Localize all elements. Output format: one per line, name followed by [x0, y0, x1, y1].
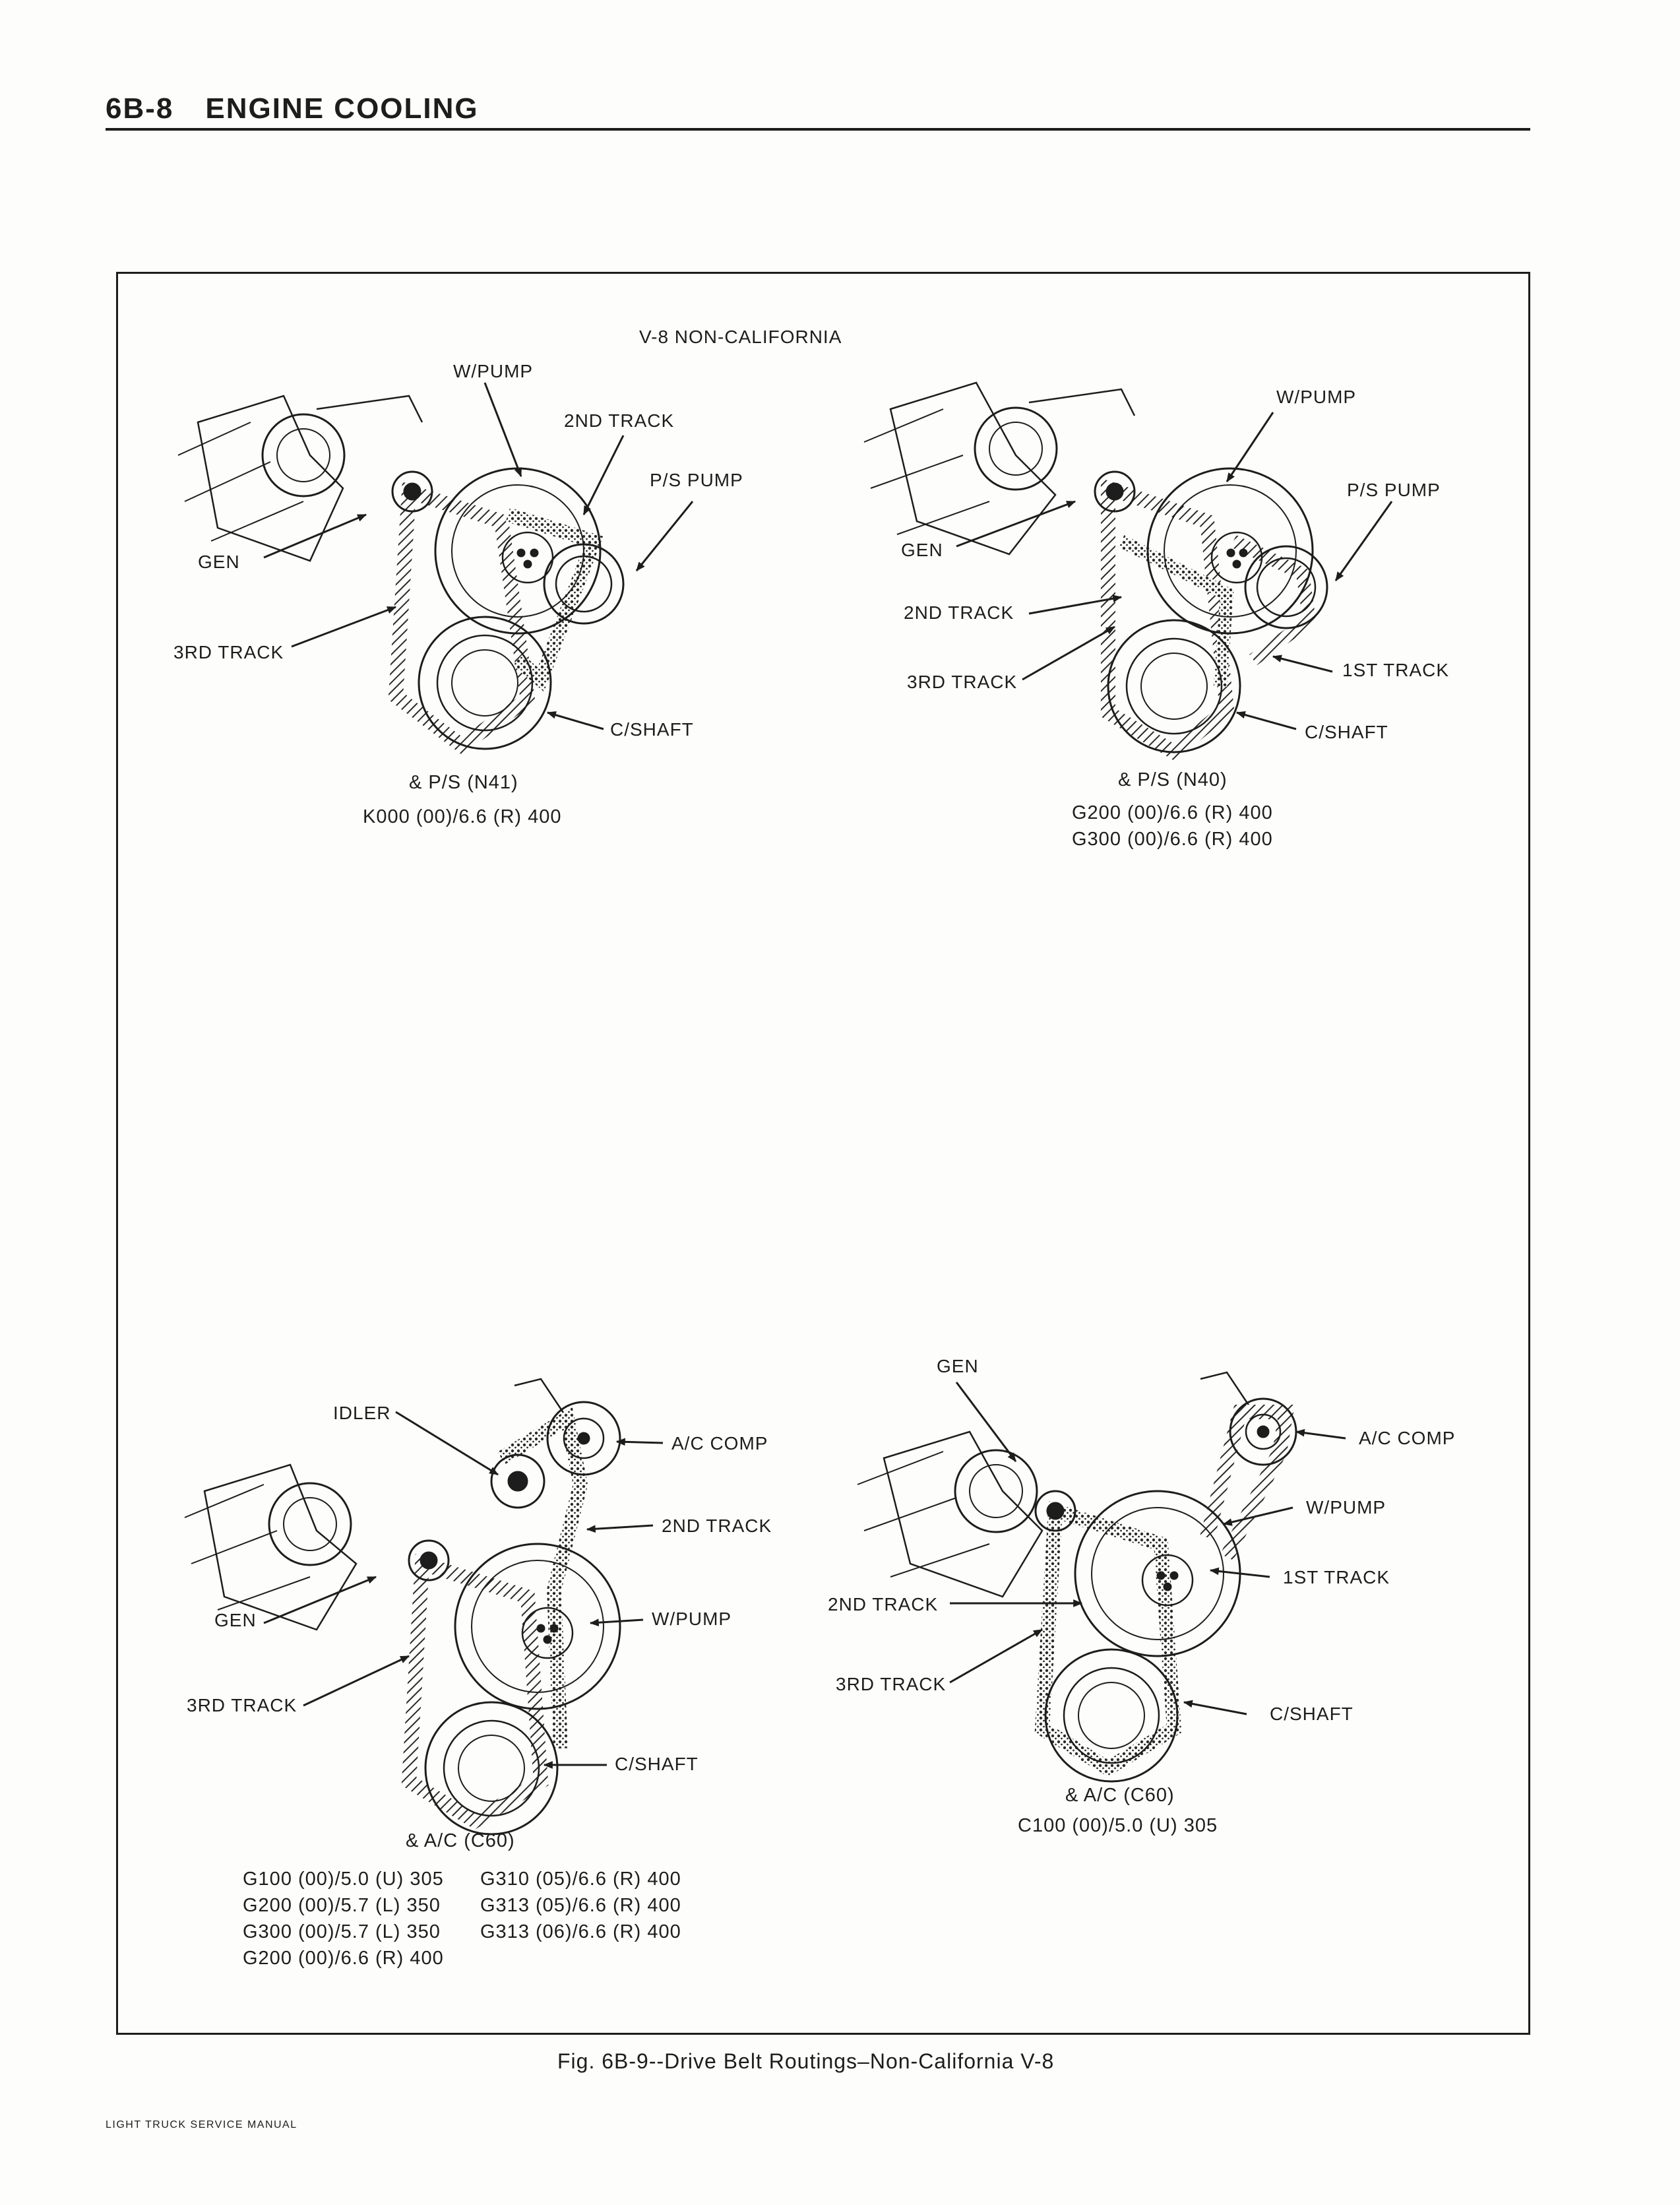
d2-label-track1: 1ST TRACK: [1342, 660, 1450, 680]
d1-label-wpump: W/PUMP: [453, 361, 534, 381]
d2-label-pspump: P/S PUMP: [1347, 480, 1441, 500]
d1-label-gen: GEN: [198, 552, 240, 572]
d3-table-r2-c2: G313 (05)/6.6 (R) 400: [480, 1895, 681, 1916]
diagram-1-leaders: [264, 383, 693, 729]
d1-label-cshaft: C/SHAFT: [610, 719, 694, 740]
diagram-2-drawing: [864, 383, 1327, 752]
d3-table-r4-c1: G200 (00)/6.6 (R) 400: [243, 1948, 444, 1969]
d3-table-r1-c2: G310 (05)/6.6 (R) 400: [480, 1869, 681, 1890]
d3-label-gen: GEN: [214, 1610, 257, 1630]
page-number: 6B-8: [106, 92, 174, 125]
d1-label-track3: 3RD TRACK: [173, 642, 284, 662]
d4-label-accomp: A/C COMP: [1359, 1428, 1456, 1448]
d3-label-cshaft: C/SHAFT: [615, 1754, 699, 1774]
figure-caption: Fig. 6B-9--Drive Belt Routings–Non-California V-8: [557, 2049, 1055, 2073]
d1-caption-1: & P/S (N41): [409, 772, 518, 793]
d4-label-track2: 2ND TRACK: [828, 1594, 939, 1614]
d3-table-r3-c2: G313 (06)/6.6 (R) 400: [480, 1921, 681, 1942]
d2-label-cshaft: C/SHAFT: [1305, 722, 1388, 742]
diagram-1-drawing: [178, 396, 623, 749]
d3-label-idler: IDLER: [333, 1403, 391, 1423]
d2-caption-1: & P/S (N40): [1118, 769, 1228, 790]
d1-caption-2: K000 (00)/6.6 (R) 400: [363, 806, 562, 827]
d4-label-gen: GEN: [937, 1356, 979, 1376]
d4-label-wpump: W/PUMP: [1306, 1497, 1386, 1518]
d2-caption-2: G200 (00)/6.6 (R) 400: [1072, 802, 1273, 823]
d3-label-track3: 3RD TRACK: [187, 1695, 297, 1715]
d3-label-wpump: W/PUMP: [652, 1609, 732, 1629]
d3-table-r3-c1: G300 (00)/5.7 (L) 350: [243, 1921, 441, 1942]
d2-label-track2: 2ND TRACK: [904, 602, 1014, 623]
d3-label-accomp: A/C COMP: [671, 1433, 768, 1454]
d3-caption-1: & A/C (C60): [406, 1830, 515, 1851]
d3-label-track2: 2ND TRACK: [662, 1516, 772, 1536]
d2-caption-3: G300 (00)/6.6 (R) 400: [1072, 829, 1273, 850]
d3-table-r2-c1: G200 (00)/5.7 (L) 350: [243, 1895, 441, 1916]
d4-label-cshaft: C/SHAFT: [1270, 1704, 1353, 1724]
d2-label-wpump: W/PUMP: [1276, 387, 1357, 407]
d4-label-track1: 1ST TRACK: [1283, 1567, 1390, 1587]
d2-label-track3: 3RD TRACK: [907, 672, 1018, 692]
d1-label-track2: 2ND TRACK: [564, 410, 675, 431]
d2-label-gen: GEN: [901, 540, 943, 560]
footer: LIGHT TRUCK SERVICE MANUAL: [106, 2119, 297, 2130]
d1-label-pspump: P/S PUMP: [650, 470, 743, 490]
d3-table-r1-c1: G100 (00)/5.0 (U) 305: [243, 1869, 444, 1890]
d4-caption-1: & A/C (C60): [1065, 1785, 1175, 1806]
section-title: ENGINE COOLING: [205, 92, 479, 125]
diagram-4-drawing: [857, 1372, 1296, 1781]
d4-caption-2: C100 (00)/5.0 (U) 305: [1018, 1815, 1218, 1836]
d4-label-track3: 3RD TRACK: [836, 1674, 947, 1694]
figure-title: V-8 NON-CALIFORNIA: [639, 327, 842, 347]
